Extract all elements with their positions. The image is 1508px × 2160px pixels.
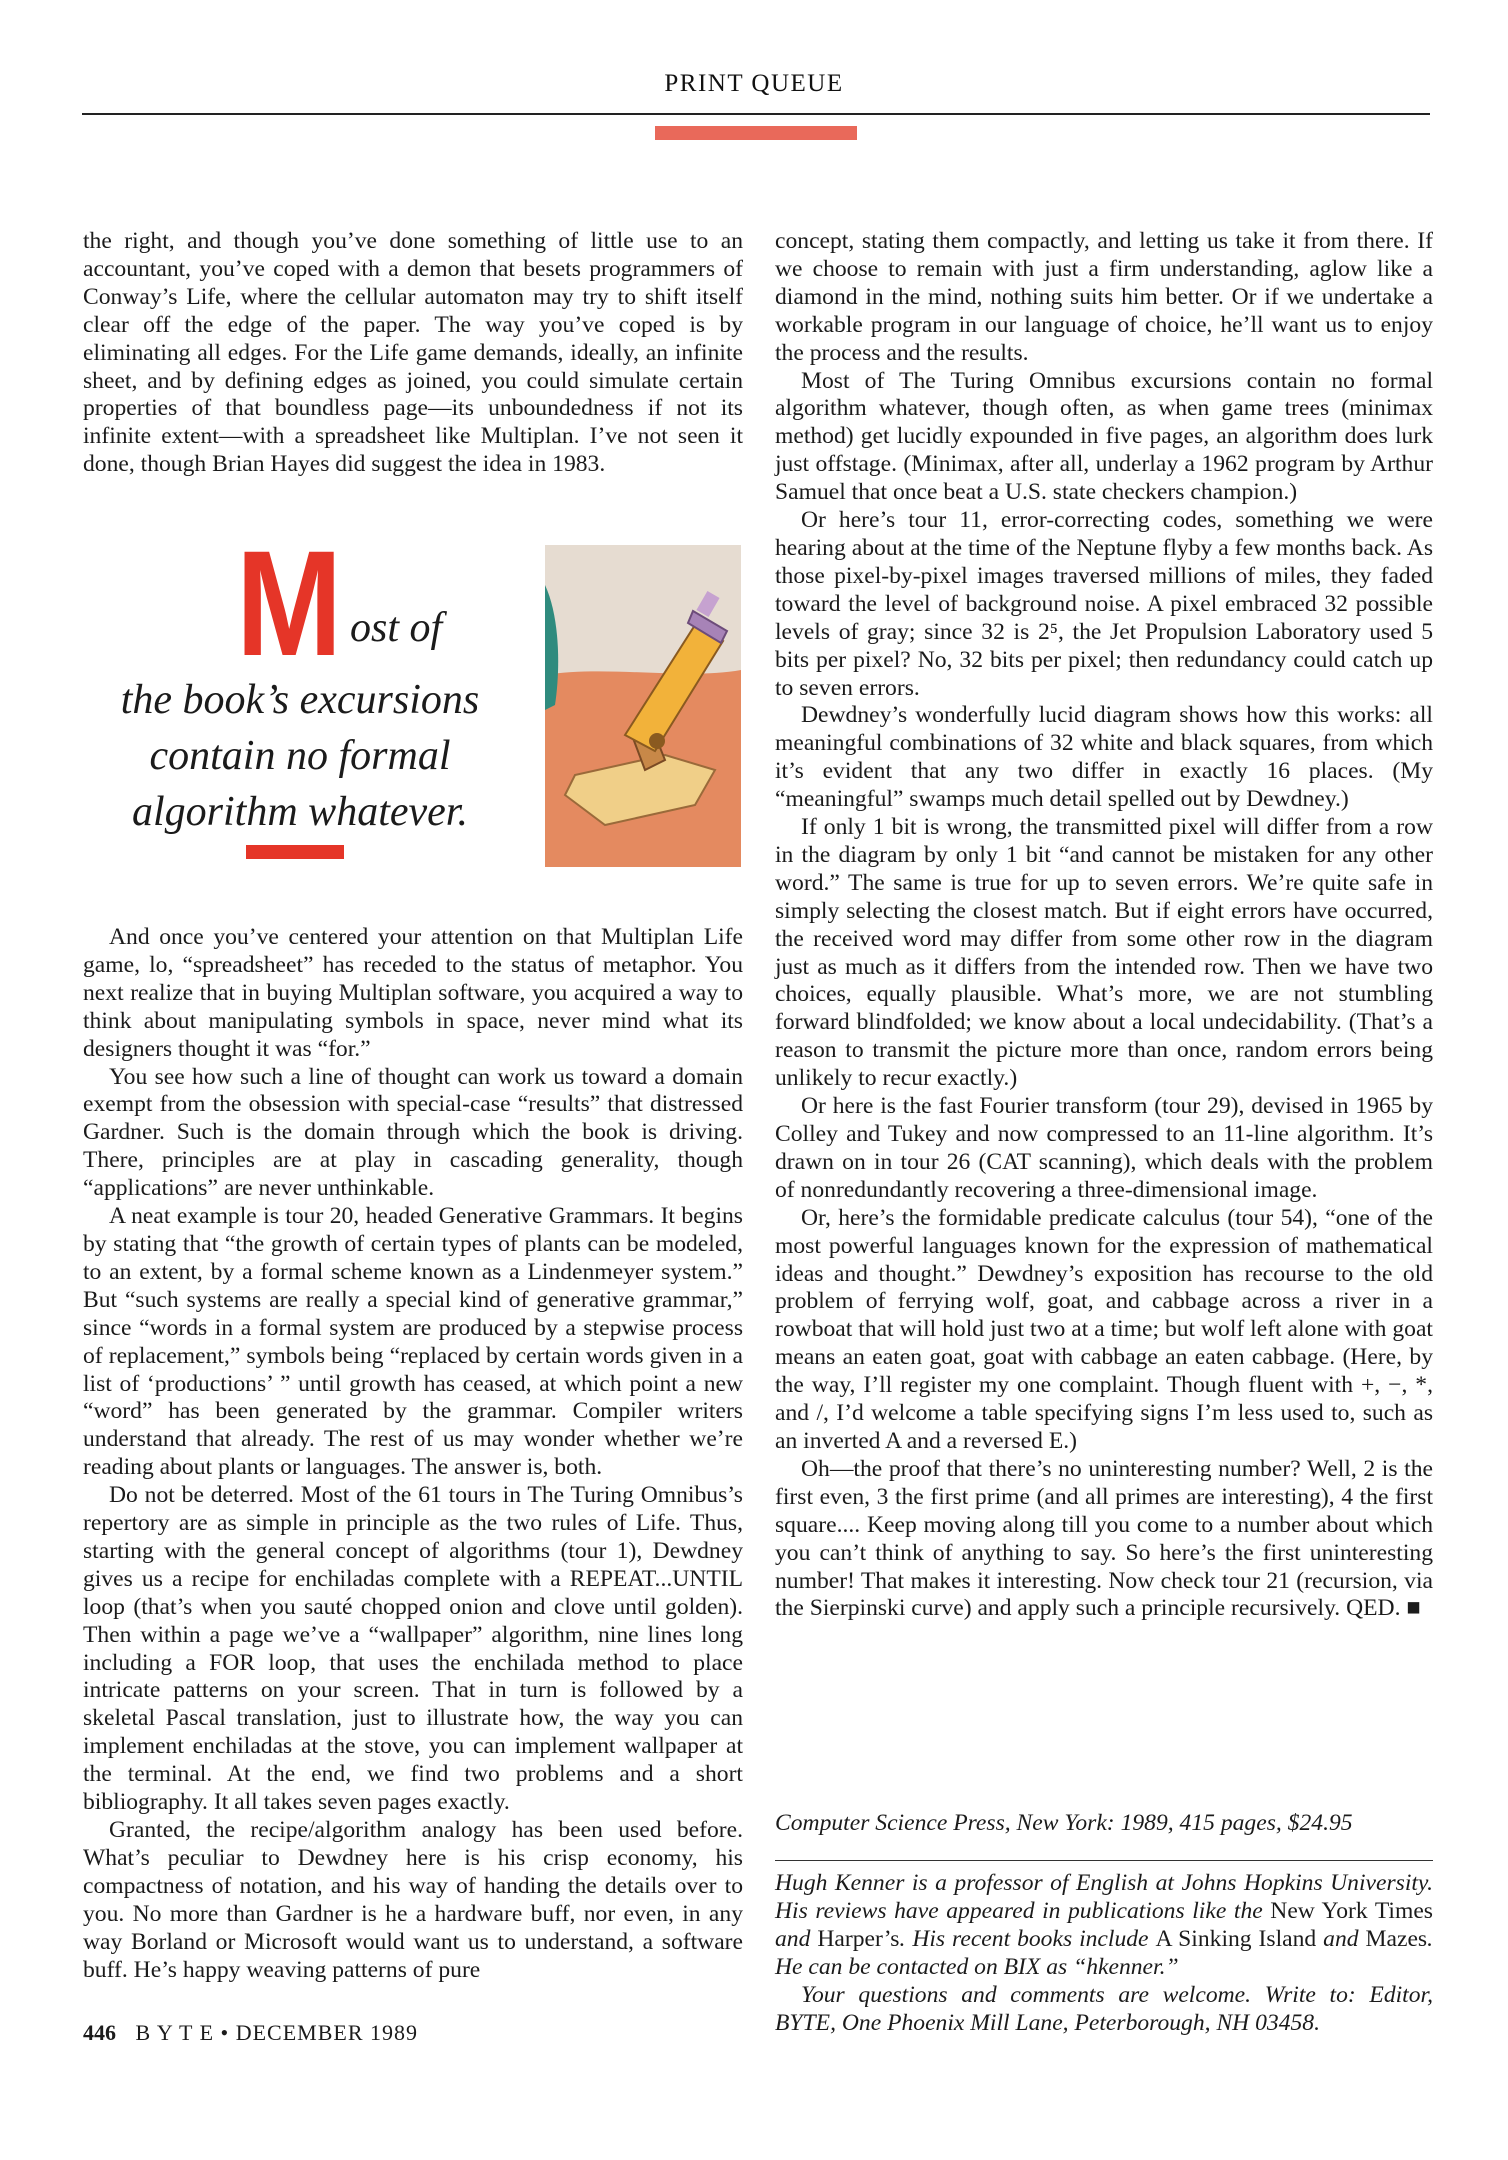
paragraph: A neat example is tour 20, headed Generative Grammars. It begins by stating that “the growth of certain types of plants can be modeled, to an extent, by a formal scheme known as a Lindenmeyer system.” But “such systems are really a special kind of generative grammar,” since “words in a formal system are produced by a stepwise process of replacement,” symbols being “replaced by certain words given in a list of ‘productions’ ” until growth has ceased, at which point a new “word” has been generated by the grammar. Compiler writers understand that already. The rest of us may wonder whether we’re reading about plants or languages. The answer is, both. (83, 1203, 743, 1481)
paragraph: concept, stating them compactly, and letting us take it from there. If we choose to remain with just a firm understanding, aglow like a diamond in the mind, nothing suits him better. Or if we undertake a workable program in our language of choice, he’ll want us to enjoy the process and the results. (775, 228, 1433, 366)
pull-quote-accent-bar (246, 845, 344, 859)
pull-quote-dropcap: M (236, 519, 343, 687)
page-number: 446 (83, 2020, 116, 2045)
left-column-bottom (83, 924, 743, 1984)
header-rule (82, 113, 1430, 115)
paragraph: Or, here’s the formidable predicate calculus (tour 54), “one of the most powerful languages known for the expression of mathematical ideas and thought.” Dewdney’s exposition has recourse to the old problem of ferrying wolf, goat, and cabbage across a river in a rowboat that will hold just two at a time; but wolf left alone with goat means an eaten goat, goat with cabbage an eaten cabbage. (Here, by the way, I’ll register my one complaint. Though fluent with +, −, *, and /, I’d welcome a table specifying signs I’m less used to, such as an inverted A and a reversed E.) (775, 1204, 1433, 1454)
contact-note: Your questions and comments are welcome. Write to: Editor, BYTE, One Phoenix Mill Lane, Peterborough, NH 03458. (775, 1981, 1433, 2036)
paragraph: Do not be deterred. Most of the 61 tours in The Turing Omnibus’s repertory are as simple in principle as the two rules of Life. Thus, starting with the general concept of algorithms (tour 1), Dewdney gives us a recipe for enchiladas complete with a REPEAT...UNTIL loop (that’s when you sauté chopped onion and clove until golden). Then within a page we’ve a “wallpaper” algorithm, nine lines long including a FOR loop, that uses the enchilada method to place intricate patterns on your screen. That in turn is followed by a skeletal Pascal translation, just to illustrate how, the way you can implement enchiladas at the stove, you can implement wallpaper at the terminal. At the end, we find two problems and a short bibliography. It all takes seven pages exactly. (83, 1482, 743, 1816)
telescope-illustration-icon (545, 545, 741, 867)
pull-quote-line: ost of (350, 605, 443, 651)
pull-quote-line: contain no formal (149, 733, 451, 779)
paragraph: If only 1 bit is wrong, the transmitted pixel will differ from a row in the diagram by only 1 bit “and cannot be mistaken for any other word.” The same is true for up to seven errors. We’re quite safe in simply selecting the closest match. But if eight errors have occurred, the received word may differ from some other row in the diagram just as much as it differs from the intended row. Then we have two choices, equally plausible. What’s more, we are not stumbling forward blindfolded; we know about a local undecidability. (That’s a reason to transmit the picture more than once, random errors being unlikely to recur exactly.) (775, 814, 1433, 1092)
paragraph: And once you’ve centered your attention on that Multiplan Life game, lo, “spreadsheet” has receded to the status of metaphor. You next realize that in buying Multiplan software, you acquired a way to think about manipulating symbols in space, never mind what its designers thought it was “for.” (83, 924, 743, 1062)
pull-quote (100, 519, 500, 860)
author-bio-paragraph: Hugh Kenner is a professor of English at Johns Hopkins University. His reviews have appeared in publications like the New York Times and Harper’s. His recent books include A Sinking Island and Mazes. He can be contacted on BIX as “hkenner.” (775, 1870, 1434, 1980)
header-accent-bar (655, 126, 857, 140)
paragraph: Or here is the fast Fourier transform (tour 29), devised in 1965 by Colley and Tukey and now compressed to an 11-line algorithm. It’s drawn on in tour 26 (CAT scanning), which deals with the problem of nonredundantly recovering a three-dimensional image. (775, 1093, 1433, 1203)
paragraph: Or here’s tour 11, error-correcting codes, something we were hearing about at the time of the Neptune flyby a few months back. As those pixel-by-pixel images traversed millions of miles, they faded toward the level of background noise. A pixel embraced 32 possible levels of gray; since 32 is 2⁵, the Jet Propulsion Laboratory used 5 bits per pixel? No, 32 bits per pixel; then redundancy could catch up to seven errors. (775, 507, 1433, 701)
footer-separator: • (220, 2020, 230, 2045)
page-footer (83, 2020, 418, 2046)
paragraph: Dewdney’s wonderfully lucid diagram shows how this works: all meaningful combinations of 32 white and black squares, from which it’s evident that any two differ in exactly 16 places. (My “meaningful” swamps much detail spelled out by Dewdney.) (775, 702, 1433, 813)
issue-date: DECEMBER 1989 (235, 2020, 419, 2045)
paragraph: Granted, the recipe/algorithm analogy has been used before. What’s peculiar to Dewdney here is his crisp economy, his compactness of notation, and his way of handing the details over to you. No more than Gardner is he a hardware buff, nor even, in any way Borland or Microsoft would want us to understand, a software buff. He’s happy weaving patterns of pure (83, 1817, 743, 1983)
book-citation: Computer Science Press, New York: 1989, 415 pages, $24.95 (775, 1810, 1353, 1836)
magazine-name: B Y T E (135, 2020, 215, 2045)
section-title: PRINT QUEUE (664, 70, 844, 97)
pull-quote-line: algorithm whatever. (132, 789, 468, 835)
paragraph: the right, and though you’ve done something of little use to an accountant, you’ve coped with a demon that besets programmers of Conway’s Life, where the cellular automaton may try to shift itself clear off the edge of the paper. The way you’ve coped is by eliminating all edges. For the Life game demands, ideally, an infinite sheet, and by defining edges as joined, you could simulate certain properties of that boundless page—its unboundedness if not its infinite extent—with a spreadsheet like Multiplan. I’ve not seen it done, though Brian Hayes did suggest the idea in 1983. (83, 228, 743, 478)
author-bio (775, 1870, 1433, 2037)
left-column-top (83, 228, 743, 479)
paragraph: Oh—the proof that there’s no uninteresting number? Well, 2 is the first even, 3 the first prime (and all primes are interesting), 4 the first square.... Keep moving along till you come to a number about which you can’t think of anything to say. So here’s the first uninteresting number! That makes it interesting. Now check tour 21 (recursion, via the Sierpinski curve) and apply such a principle recursively. QED. ■ (775, 1455, 1433, 1622)
pull-quote-line: the book’s excursions (120, 677, 480, 723)
paragraph: Most of The Turing Omnibus excursions contain no formal algorithm whatever, though often, as when game trees (minimax method) get lucidly expounded in five pages, an algorithm does lurk just offstage. (Minimax, after all, underlay a 1962 program by Arthur Samuel that once beat a U.S. state checkers champion.) (775, 367, 1433, 506)
paragraph: You see how such a line of thought can work us toward a domain exempt from the obsession with special-case “results” that distressed Gardner. Such is the domain through which the book is driving. There, principles are at play in cascading generality, though “applications” are never unthinkable. (83, 1063, 743, 1202)
right-column (775, 228, 1433, 1623)
bio-rule (775, 1860, 1433, 1861)
